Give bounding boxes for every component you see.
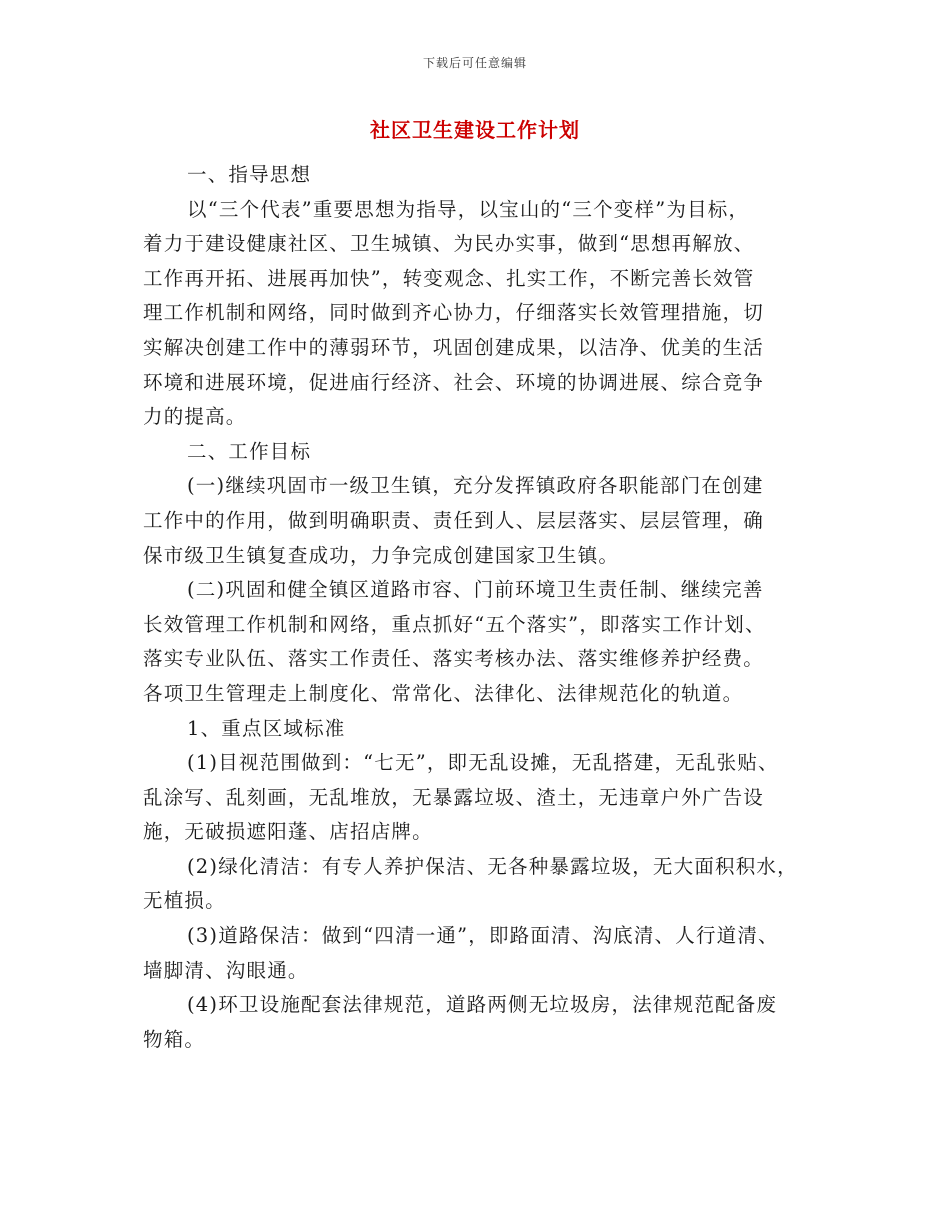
document-body <box>143 158 823 1057</box>
text-line: 工作中的作用，做到明确职责、责任到人、层层落实、层层管理，确 <box>143 508 765 532</box>
text-line: (二)巩固和健全镇区道路市容、门前环境卫生责任制、继续完善 <box>187 578 764 602</box>
text-line: 物箱。 <box>143 1027 206 1051</box>
paragraph <box>143 850 823 919</box>
text-line: 力的提高。 <box>143 405 247 429</box>
document-title: 社区卫生建设工作计划 <box>370 118 580 142</box>
paragraph <box>143 469 823 573</box>
text-line: 乱涂写、乱刻画，无乱堆放，无暴露垃圾、渣土，无违章户外广告设 <box>143 785 765 809</box>
header-note: 下载后可任意编辑 <box>422 56 527 70</box>
paragraph <box>143 712 823 747</box>
text-line: 二、工作目标 <box>187 439 312 463</box>
paragraph <box>143 193 823 435</box>
text-line: 施，无破损遮阳蓬、店招店牌。 <box>143 820 433 844</box>
paragraph <box>143 746 823 850</box>
text-line: 环境和进展环境，促进庙行经济、社会、环境的协调进展、综合竞争 <box>143 370 765 394</box>
text-line: 保市级卫生镇复查成功，力争完成创建国家卫生镇。 <box>143 543 620 567</box>
text-line: 实解决创建工作中的薄弱环节，巩固创建成果，以洁净、优美的生活 <box>143 335 765 359</box>
text-line: 以“三个代表”重要思想为指导，以宝山的“三个变样”为目标， <box>187 197 750 221</box>
text-line: 各项卫生管理走上制度化、常常化、法律化、法律规范化的轨道。 <box>143 681 744 705</box>
paragraph <box>143 988 823 1057</box>
text-line: (1)目视范围做到：“七无”，即无乱设摊，无乱搭建，无乱张贴、 <box>187 751 779 775</box>
text-line: 一、指导思想 <box>187 163 312 186</box>
text-line: 长效管理工作机制和网络，重点抓好“五个落实”，即落实工作计划、 <box>143 612 766 636</box>
paragraph <box>143 435 823 470</box>
text-line: (一)继续巩固市一级卫生镇，充分发挥镇政府各职能部门在创建 <box>187 474 764 498</box>
text-line: 着力于建设健康社区、卫生城镇、为民办实事，做到“思想再解放、 <box>143 232 755 256</box>
paragraph <box>143 919 823 988</box>
text-line: 1、重点区域标准 <box>187 716 346 740</box>
text-line: 墙脚清、沟眼通。 <box>143 958 309 982</box>
paragraph <box>143 158 823 193</box>
text-line: (4)环卫设施配套法律规范，道路两侧无垃圾房，法律规范配备废 <box>187 993 778 1017</box>
text-line: (3)道路保洁：做到“四清一通”，即路面清、沟底清、人行道清、 <box>187 924 779 948</box>
text-line: 落实专业队伍、落实工作责任、落实考核办法、落实维修养护经费。 <box>143 647 765 671</box>
text-line: (2)绿化清洁：有专人养护保洁、无各种暴露垃圾，无大面积积水， <box>187 854 798 878</box>
text-line: 理工作机制和网络，同时做到齐心协力，仔细落实长效管理措施，切 <box>143 301 765 325</box>
text-line: 无植损。 <box>143 889 226 913</box>
paragraph <box>143 573 823 711</box>
text-line: 工作再开拓、进展再加快”，转变观念、扎实工作，不断完善长效管 <box>143 266 755 290</box>
